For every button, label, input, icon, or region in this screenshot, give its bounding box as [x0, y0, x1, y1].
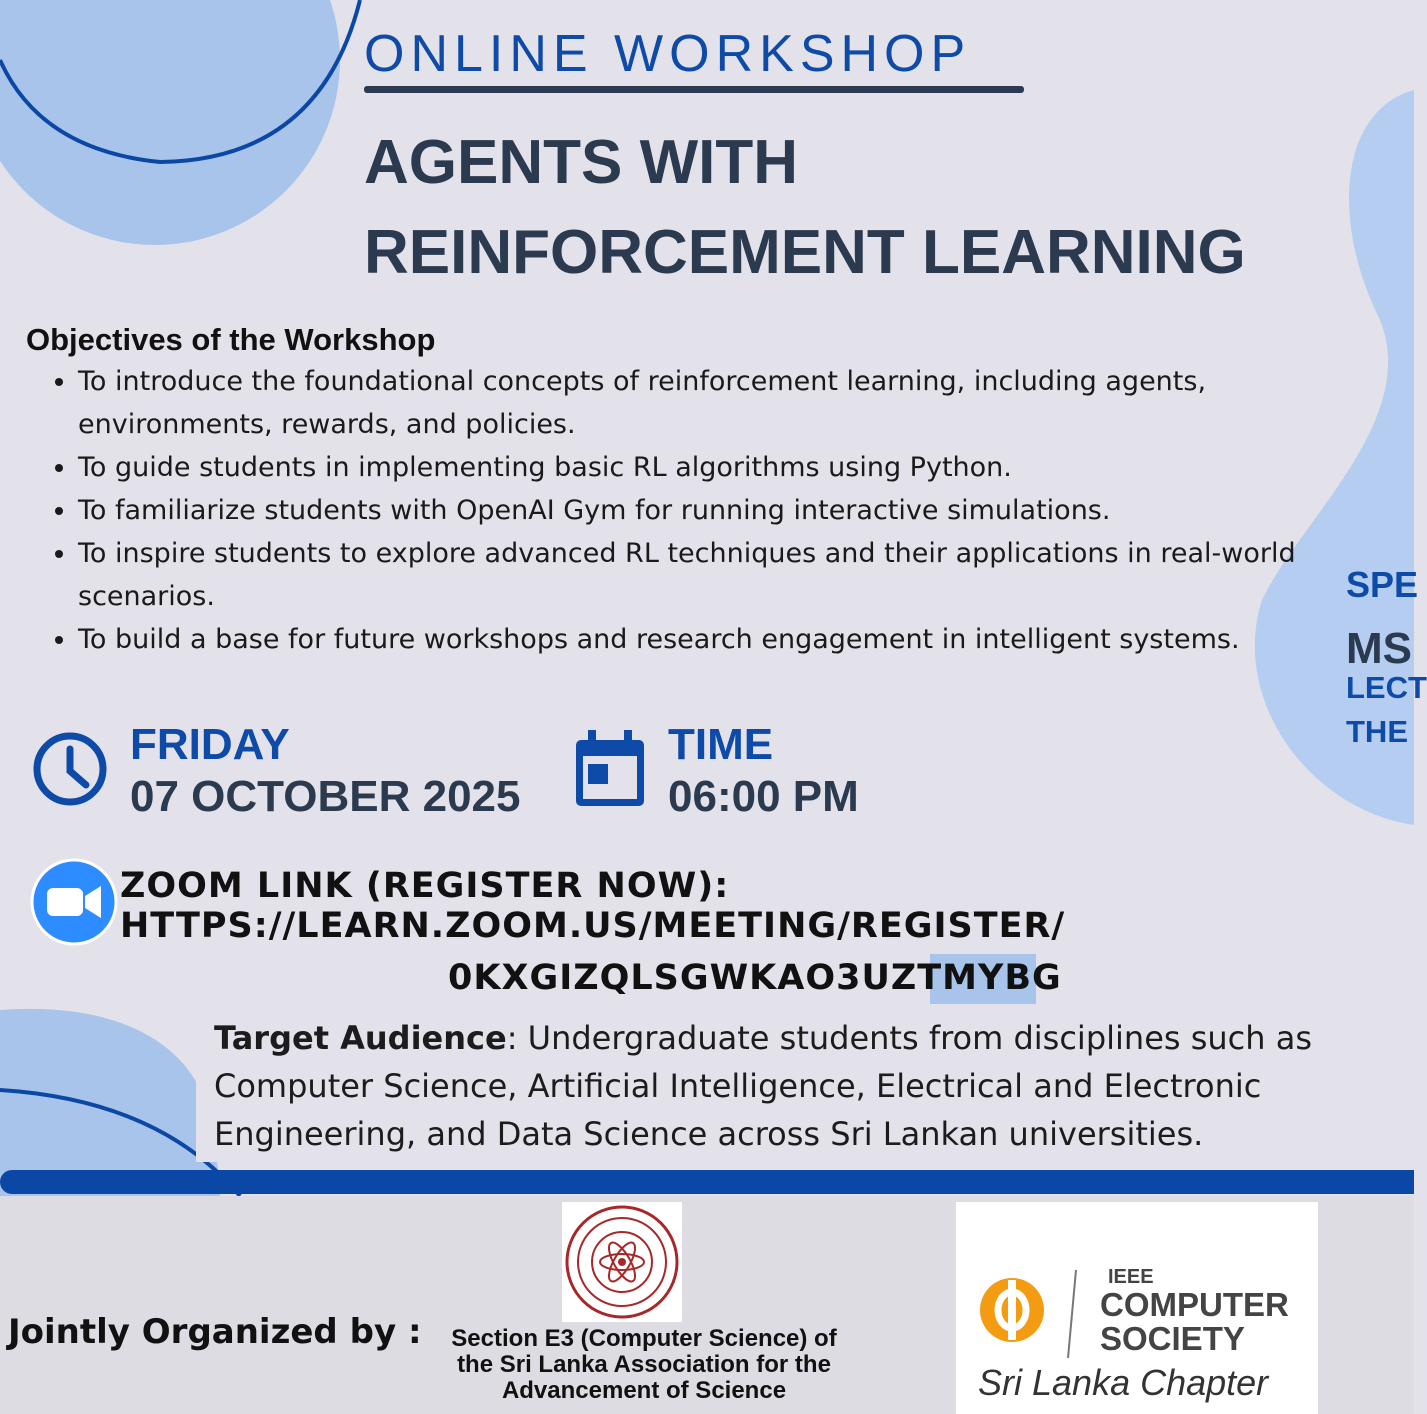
ieee-label: IEEE [1108, 1266, 1154, 1288]
day-label: FRIDAY [130, 720, 290, 769]
zoom-icon [30, 858, 118, 946]
time-label: TIME [668, 720, 774, 769]
time-value: 06:00 PM [668, 772, 859, 821]
ieee-chapter-name: Sri Lanka Chapter [978, 1362, 1269, 1403]
jointly-organized-label: Jointly Organized by : [8, 1312, 422, 1352]
objective-item: • To introduce the foundational concepts of reinforcement learning, including agents, environments, rewards, and policies. [78, 360, 1378, 446]
slaas-line-2: the Sri Lanka Association for the [457, 1351, 831, 1378]
ieee-cs-name [1100, 1288, 1289, 1356]
target-audience [214, 1014, 1324, 1158]
calendar-icon [574, 730, 646, 808]
workshop-title [364, 118, 1246, 298]
slaas-line-1: Section E3 (Computer Science) of [451, 1325, 837, 1352]
ieee-line-2: SOCIETY [1100, 1320, 1245, 1357]
eyebrow-underline [364, 86, 1024, 93]
audience-label: Target Audience [214, 1019, 507, 1057]
date-value: 07 OCTOBER 2025 [130, 772, 521, 821]
speaker-role-partial: LECT [1346, 670, 1427, 705]
speaker-name-partial: MS [1346, 624, 1412, 673]
eyebrow-label: ONLINE WORKSHOP [364, 25, 972, 83]
title-line-1: AGENTS WITH [364, 128, 798, 197]
speaker-org-partial: THE [1346, 714, 1408, 749]
ieee-cs-emblem-icon [976, 1268, 1096, 1360]
objectives-heading: Objectives of the Workshop [26, 322, 436, 357]
slaas-organizer-name [426, 1326, 862, 1404]
objective-item: • To inspire students to explore advanced RL techniques and their applications in real-world scenarios. [78, 532, 1378, 618]
objective-item: • To familiarize students with OpenAI Gym for running interactive simulations. [78, 489, 1378, 532]
objectives-list [40, 360, 1378, 661]
title-line-2: REINFORCEMENT LEARNING [364, 218, 1246, 287]
ieee-line-1: COMPUTER [1100, 1286, 1289, 1323]
zoom-link-label: ZOOM LINK (REGISTER NOW): [120, 866, 730, 906]
zoom-url-line-1[interactable]: HTTPS://LEARN.ZOOM.US/MEETING/REGISTER/ [120, 906, 1066, 946]
footer-divider-bar [0, 1170, 1414, 1194]
objective-item: • To guide students in implementing basic RL algorithms using Python. [78, 446, 1378, 489]
slaas-line-3: Advancement of Science [501, 1377, 787, 1404]
speaker-heading-partial: SPE [1346, 564, 1419, 605]
slaas-seal-logo [562, 1202, 682, 1322]
audience-text: : Undergraduate students from disciplines such as Computer Science, Artificial Intelligence, Electrical and Electronic Engineering, and Data Science across Sri Lankan universities. [214, 1019, 1312, 1153]
clock-icon [32, 731, 108, 807]
zoom-url-line-2[interactable]: 0KXGIZQLSGWKAO3UZTMYBG [448, 958, 1062, 998]
objective-item: • To build a base for future workshops and research engagement in intelligent systems. [78, 618, 1378, 661]
